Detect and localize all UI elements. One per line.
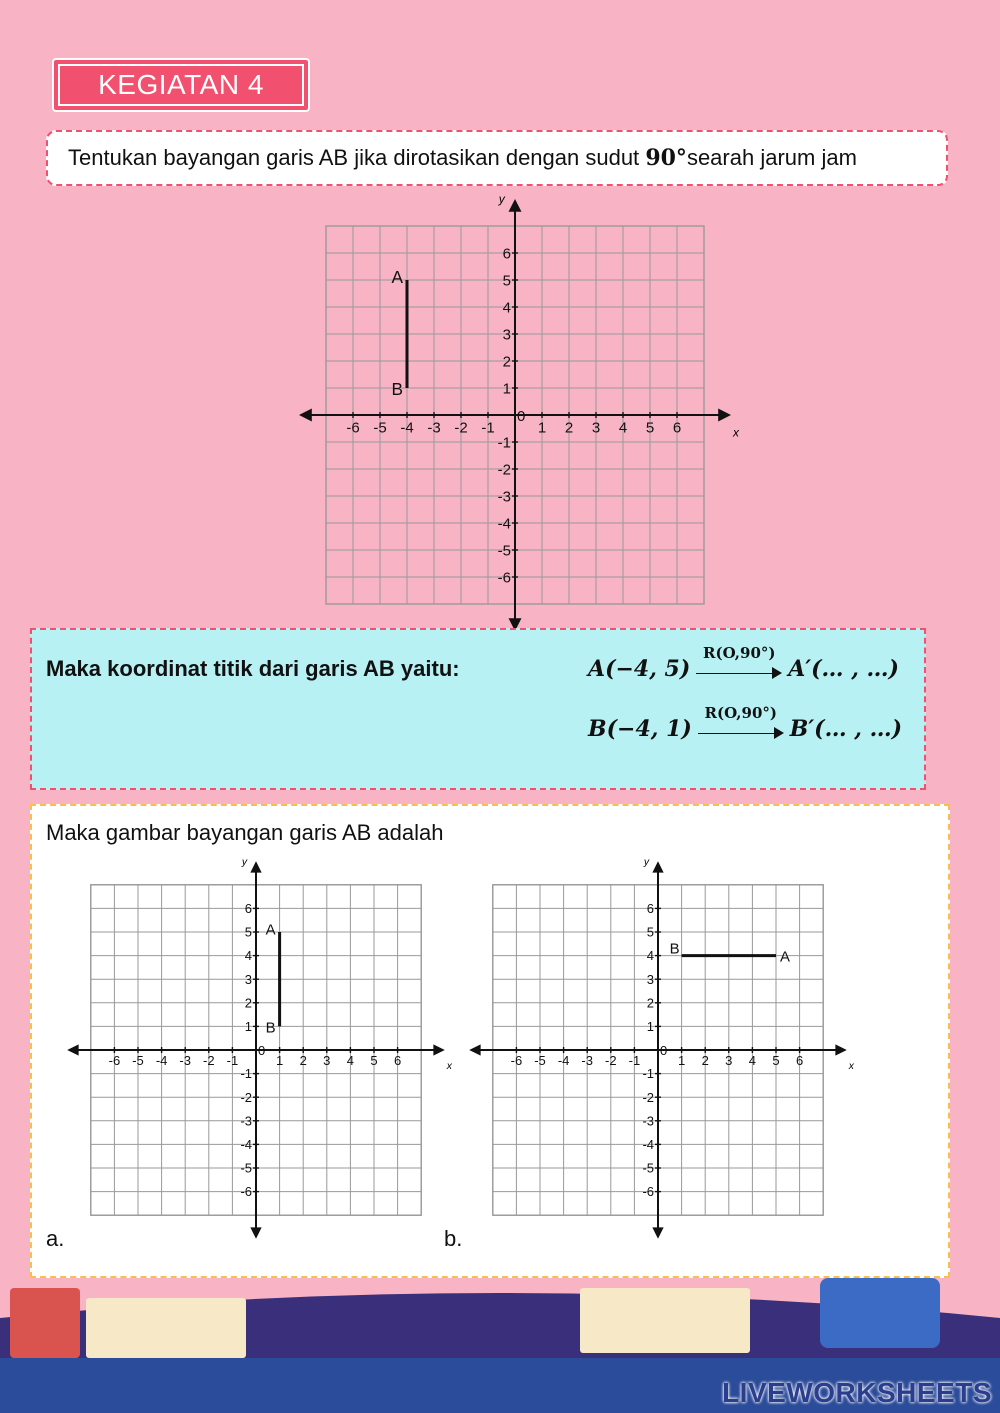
y-tick-label: -6 — [642, 1184, 654, 1200]
formula-row-a — [588, 644, 899, 682]
x-tick-label: 1 — [275, 1052, 284, 1068]
x-axis-arrow — [433, 1044, 444, 1055]
x-tick-label: -3 — [427, 419, 441, 437]
y-axis-label: y — [643, 857, 650, 869]
x-tick-label: 5 — [645, 419, 655, 437]
instruction-text-after: searah jarum jam — [686, 145, 857, 170]
y-tick-label: 5 — [244, 924, 252, 940]
y-tick-label: -4 — [642, 1136, 654, 1152]
y-axis-arrow — [250, 1227, 261, 1238]
x-tick-label: 1 — [537, 419, 547, 437]
image-question-lead: Maka gambar bayangan garis AB adalah — [46, 820, 444, 845]
y-tick-label: -1 — [240, 1066, 252, 1082]
backpack-icon — [820, 1278, 940, 1348]
formula-a-to[interactable]: A′(… , …) — [788, 656, 899, 682]
y-tick-label: 6 — [646, 900, 654, 916]
x-tick-label: -4 — [557, 1052, 570, 1068]
x-tick-label: -6 — [510, 1052, 523, 1068]
instruction-angle: 90° — [645, 145, 687, 171]
x-axis-arrow — [835, 1044, 846, 1055]
x-tick-label: -2 — [454, 419, 468, 437]
x-tick-label: -4 — [155, 1052, 168, 1068]
rotation-label: R(O,90°) — [703, 644, 776, 662]
y-tick-label: -2 — [240, 1089, 252, 1105]
y-tick-label: -6 — [240, 1184, 252, 1200]
y-tick-label: -2 — [642, 1089, 654, 1105]
formula-a-from: A(−4, 5) — [588, 656, 691, 682]
x-tick-label: 3 — [591, 419, 601, 437]
x-axis-arrow — [67, 1044, 78, 1055]
y-tick-label: 2 — [244, 995, 252, 1011]
point-label-b: B — [391, 378, 403, 399]
y-tick-label: -6 — [497, 569, 511, 587]
x-tick-label: -5 — [132, 1052, 144, 1068]
y-tick-label: -4 — [240, 1136, 252, 1152]
point-label-a: A — [780, 948, 790, 966]
activity-title: KEGIATAN 4 — [52, 58, 310, 112]
y-tick-label: 4 — [502, 299, 511, 317]
x-axis-arrow — [299, 409, 312, 422]
y-tick-label: 6 — [502, 245, 511, 263]
x-tick-label: 4 — [346, 1052, 355, 1068]
y-axis-label: y — [241, 857, 248, 869]
y-tick-label: 6 — [244, 900, 252, 916]
y-axis-arrow — [652, 861, 663, 872]
y-tick-label: -2 — [497, 461, 511, 479]
x-axis-arrow — [718, 409, 731, 422]
main-coordinate-graph — [300, 192, 739, 630]
x-tick-label: 3 — [323, 1052, 331, 1068]
x-axis-label: x — [733, 425, 739, 440]
x-tick-label: 2 — [564, 419, 574, 437]
brand-logo: LIVEWORKSHEETS — [722, 1377, 992, 1408]
y-tick-label: -4 — [497, 515, 511, 533]
y-tick-label: 1 — [244, 1018, 252, 1034]
image-question-box — [30, 804, 950, 1278]
open-book-icon-2 — [580, 1288, 750, 1353]
x-tick-label: -6 — [108, 1052, 121, 1068]
y-tick-label: 2 — [646, 995, 654, 1011]
point-label-a: A — [391, 267, 403, 287]
formula-b-to[interactable]: B′(… , …) — [789, 716, 902, 742]
y-tick-label: 4 — [244, 948, 252, 964]
y-tick-label: 5 — [502, 272, 511, 290]
x-tick-label: 2 — [701, 1052, 709, 1068]
option-b-label[interactable]: b. — [444, 1226, 463, 1251]
x-tick-label: 2 — [299, 1052, 307, 1068]
option-a-graph[interactable] — [64, 857, 453, 1242]
y-tick-label: -1 — [497, 434, 511, 452]
x-tick-label: -3 — [179, 1052, 191, 1068]
x-axis-label: x — [848, 1060, 855, 1072]
open-book-icon — [86, 1298, 246, 1358]
y-tick-label: 3 — [646, 971, 654, 987]
origin-label: 0 — [517, 408, 526, 425]
instruction-text: Tentukan bayangan garis AB jika dirotasikan dengan sudut — [68, 145, 640, 170]
x-tick-label: 4 — [618, 419, 628, 437]
y-tick-label: -5 — [642, 1160, 654, 1176]
x-tick-label: -6 — [346, 419, 360, 437]
x-tick-label: -3 — [581, 1052, 593, 1068]
y-tick-label: -5 — [240, 1160, 252, 1176]
y-tick-label: -5 — [497, 542, 511, 560]
x-tick-label: 5 — [772, 1052, 780, 1068]
y-axis-arrow — [250, 861, 261, 872]
x-tick-label: -4 — [400, 419, 414, 437]
option-b-graph[interactable] — [466, 857, 855, 1242]
y-tick-label: 1 — [646, 1018, 654, 1034]
x-tick-label: -1 — [481, 419, 495, 437]
instruction-box — [46, 130, 948, 186]
rotation-arrow — [698, 704, 784, 742]
option-a-label[interactable]: a. — [46, 1226, 65, 1251]
y-tick-label: 4 — [646, 948, 654, 964]
x-tick-label: -5 — [534, 1052, 546, 1068]
y-axis-label: y — [498, 192, 505, 206]
point-label-b: B — [669, 940, 680, 958]
y-tick-label: 3 — [502, 326, 511, 344]
x-tick-label: 6 — [795, 1052, 804, 1068]
y-tick-label: -1 — [642, 1066, 654, 1082]
answer-box — [30, 628, 926, 790]
x-tick-label: 4 — [748, 1052, 757, 1068]
x-axis-label: x — [446, 1060, 453, 1072]
y-tick-label: 3 — [244, 971, 252, 987]
y-tick-label: 1 — [502, 380, 511, 398]
book-stack-icon — [10, 1288, 80, 1358]
y-tick-label: 2 — [502, 353, 511, 371]
x-tick-label: -5 — [373, 419, 387, 437]
y-tick-label: 5 — [646, 924, 654, 940]
x-axis-arrow — [469, 1044, 480, 1055]
point-label-b: B — [265, 1019, 276, 1037]
origin-label: 0 — [660, 1043, 668, 1059]
rotation-arrow — [696, 644, 782, 682]
x-tick-label: -1 — [226, 1052, 239, 1068]
formula-row-b — [588, 704, 902, 742]
y-tick-label: -3 — [240, 1113, 252, 1129]
answer-lead: Maka koordinat titik dari garis AB yaitu: — [46, 656, 460, 681]
point-label-a: A — [265, 921, 276, 939]
x-tick-label: 5 — [370, 1052, 378, 1068]
formula-b-from: B(−4, 1) — [588, 716, 692, 742]
y-axis-arrow — [652, 1227, 663, 1238]
x-tick-label: -1 — [628, 1052, 641, 1068]
y-axis-arrow — [509, 199, 522, 212]
x-tick-label: 6 — [672, 419, 682, 437]
x-tick-label: -2 — [203, 1052, 215, 1068]
y-tick-label: -3 — [642, 1113, 654, 1129]
x-tick-label: -2 — [605, 1052, 617, 1068]
x-tick-label: 3 — [725, 1052, 733, 1068]
rotation-label: R(O,90°) — [704, 704, 777, 722]
x-tick-label: 1 — [677, 1052, 686, 1068]
y-tick-label: -3 — [497, 488, 511, 506]
origin-label: 0 — [258, 1043, 266, 1059]
x-tick-label: 6 — [393, 1052, 402, 1068]
